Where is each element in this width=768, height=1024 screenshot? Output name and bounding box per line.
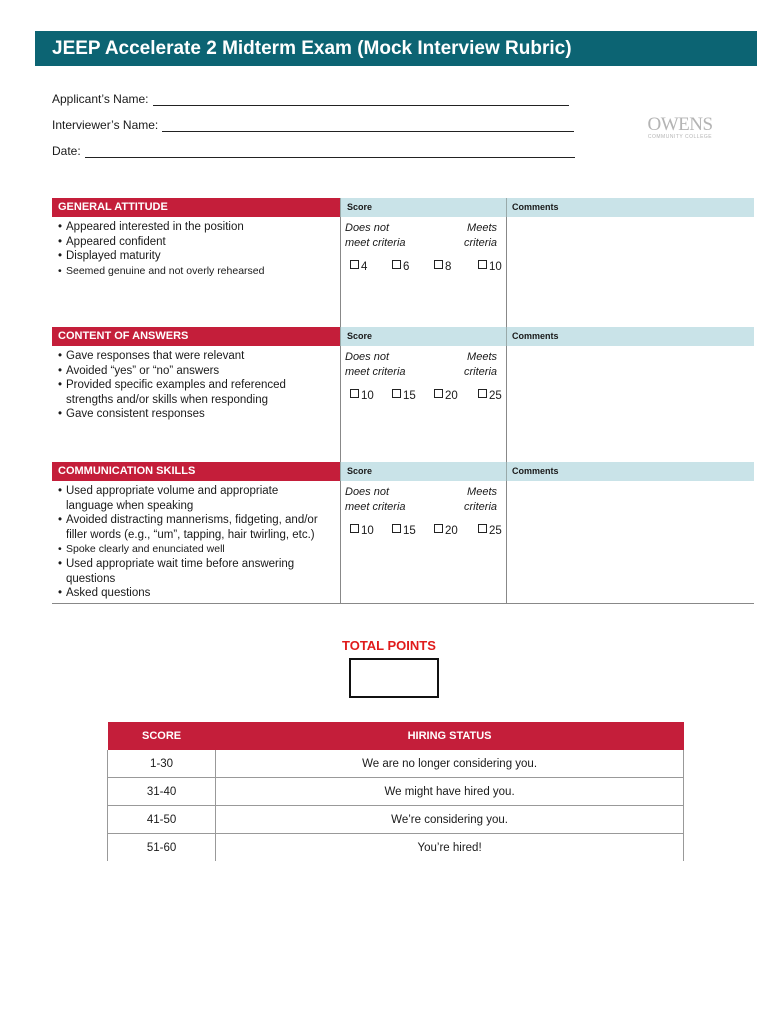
checkbox-icon <box>350 389 359 398</box>
logo-tagline: COMMUNITY COLLEGE <box>647 134 713 140</box>
checkbox-icon <box>434 524 443 533</box>
list-item: • Displayed maturity <box>58 250 161 263</box>
section-title: CONTENT OF ANSWERS <box>52 327 340 346</box>
list-item: • Appeared confident <box>58 235 166 248</box>
criteria-list <box>58 484 338 601</box>
checkbox-icon <box>478 524 487 533</box>
checkbox-icon <box>392 260 401 269</box>
date-field[interactable] <box>52 144 575 158</box>
score-column-header: SCORE <box>108 722 216 750</box>
score-cell: 31-40 <box>108 778 216 806</box>
hiring-status-table <box>107 722 684 861</box>
comments-header: Comments <box>506 198 754 217</box>
field-label: Interviewer’s Name: <box>52 118 159 132</box>
total-points-box[interactable] <box>349 658 439 698</box>
divider <box>340 481 341 603</box>
table-row <box>108 806 684 834</box>
score-option[interactable]: 10 <box>350 524 374 537</box>
divider <box>506 481 507 603</box>
checkbox-icon <box>478 260 487 269</box>
field-label: Date: <box>52 144 81 158</box>
divider <box>340 346 341 463</box>
status-cell: You’re hired! <box>216 834 684 862</box>
score-cell: 41-50 <box>108 806 216 834</box>
interviewer-name-field[interactable] <box>52 118 574 132</box>
comments-header: Comments <box>506 462 754 481</box>
checkbox-icon <box>434 389 443 398</box>
score-cell: 1-30 <box>108 750 216 778</box>
score-option[interactable]: 25 <box>478 524 502 537</box>
table-bottom-border <box>52 603 754 604</box>
score-option[interactable]: 10 <box>350 389 374 402</box>
list-item: • Spoke clearly and enunciated well <box>58 543 225 556</box>
status-cell: We’re considering you. <box>216 806 684 834</box>
checkbox-icon <box>350 524 359 533</box>
score-option[interactable]: 8 <box>434 260 451 273</box>
table-row <box>108 834 684 862</box>
checkbox-icon <box>350 260 359 269</box>
table-row <box>108 778 684 806</box>
section-title: COMMUNICATION SKILLS <box>52 462 340 481</box>
logo-name: OWENS <box>647 114 713 135</box>
checkbox-icon <box>392 389 401 398</box>
owens-logo <box>640 116 720 140</box>
score-header: Score <box>340 462 506 481</box>
score-option[interactable]: 20 <box>434 389 458 402</box>
score-header: Score <box>340 327 506 346</box>
list-item: • Avoided distracting mannerisms, fidgeting, and/or filler words (e.g., “um”, tapping, hair twirling, etc.) <box>58 514 318 541</box>
hiring-status-column-header: HIRING STATUS <box>216 722 684 750</box>
score-option[interactable]: 10 <box>478 260 502 273</box>
checkbox-icon <box>478 389 487 398</box>
list-item: • Avoided “yes” or “no” answers <box>58 364 220 377</box>
does-not-meet-label: Does not meet criteria <box>345 222 406 249</box>
page-title: JEEP Accelerate 2 Midterm Exam (Mock Interview Rubric) <box>35 31 757 66</box>
score-cell: 51-60 <box>108 834 216 862</box>
status-cell: We are no longer considering you. <box>216 750 684 778</box>
status-cell: We might have hired you. <box>216 778 684 806</box>
score-option[interactable]: 4 <box>350 260 367 273</box>
section-communication-skills <box>52 462 754 606</box>
total-points-label: TOTAL POINTS <box>342 638 436 653</box>
list-item: • Gave consistent responses <box>58 408 205 421</box>
criteria-list <box>58 220 338 278</box>
divider <box>340 217 341 328</box>
meets-criteria-label: Meets criteria <box>464 351 498 378</box>
comments-header: Comments <box>506 327 754 346</box>
list-item: • Used appropriate wait time before answering questions <box>58 557 295 585</box>
list-item: • Used appropriate volume and appropriate language when speaking <box>58 485 279 512</box>
score-option[interactable]: 15 <box>392 524 416 537</box>
table-row <box>108 750 684 778</box>
criteria-list <box>58 349 338 422</box>
field-label: Applicant’s Name: <box>52 92 149 106</box>
section-general-attitude <box>52 198 754 328</box>
does-not-meet-label: Does not meet criteria <box>345 351 406 378</box>
applicant-name-line[interactable] <box>153 93 569 106</box>
score-option[interactable]: 20 <box>434 524 458 537</box>
meets-criteria-label: Meets criteria <box>464 486 498 513</box>
list-item: • Asked questions <box>58 587 151 600</box>
section-content-of-answers <box>52 327 754 463</box>
section-title: GENERAL ATTITUDE <box>52 198 340 217</box>
score-option[interactable]: 15 <box>392 389 416 402</box>
score-header: Score <box>340 198 506 217</box>
checkbox-icon <box>434 260 443 269</box>
list-item: • Seemed genuine and not overly rehearsed <box>58 264 265 277</box>
does-not-meet-label: Does not meet criteria <box>345 486 406 513</box>
list-item: • Gave responses that were relevant <box>58 350 245 362</box>
interviewer-name-line[interactable] <box>162 119 574 132</box>
meets-criteria-label: Meets criteria <box>464 222 498 249</box>
list-item: • Appeared interested in the position <box>58 221 244 233</box>
divider <box>506 217 507 328</box>
checkbox-icon <box>392 524 401 533</box>
score-option[interactable]: 25 <box>478 389 502 402</box>
list-item: • Provided specific examples and referenced strengths and/or skills when responding <box>58 379 286 406</box>
date-line[interactable] <box>85 145 575 158</box>
divider <box>506 346 507 463</box>
applicant-name-field[interactable] <box>52 92 569 106</box>
score-option[interactable]: 6 <box>392 260 409 273</box>
